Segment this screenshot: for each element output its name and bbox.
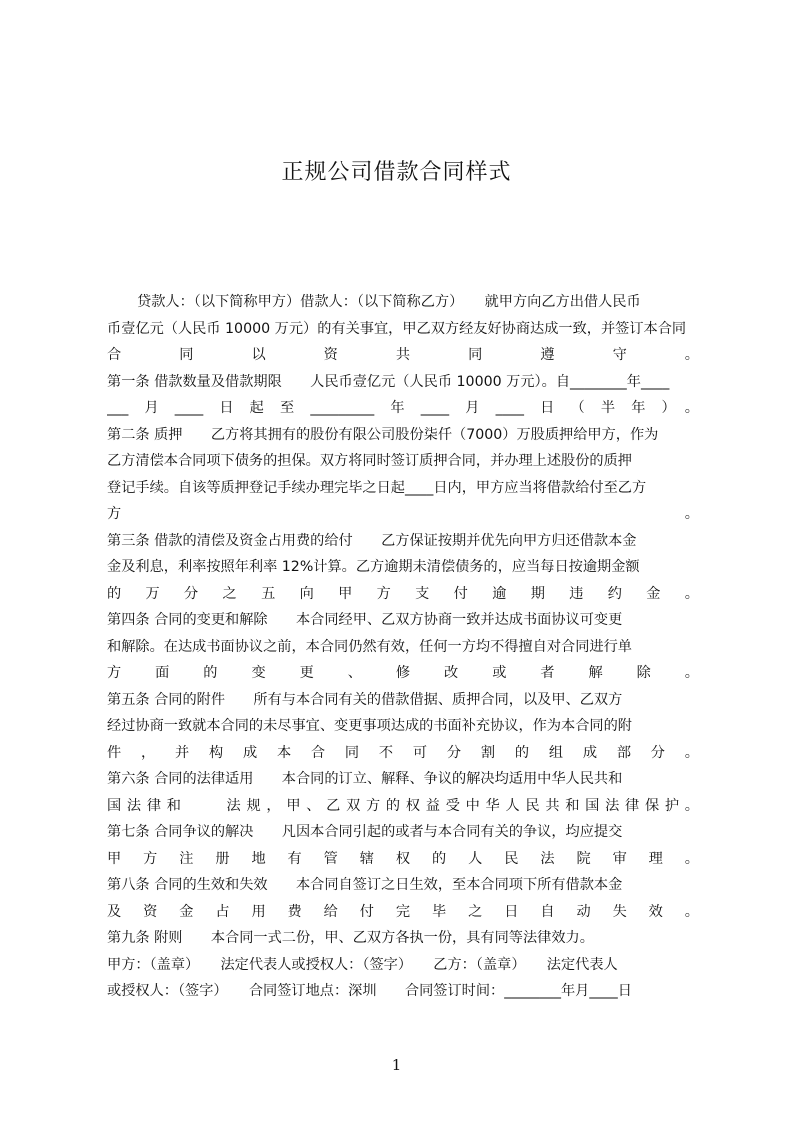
article-4-line: 第四条 合同的变更和解除 本合同经甲、乙双方协商一致并达成书面协议可变更: [107, 612, 623, 628]
text-line: 贷款人：（以下简称甲方）借款人：（以下简称乙方） 就甲方向乙方出借人民币: [137, 294, 641, 310]
article-5-line: 第五条 合同的附件 所有与本合同有关的借款借据、质押合同，以及甲、乙双方: [107, 691, 623, 708]
text-line: 金及利息，利率按照年利率 12%计算。乙方逾期未清偿债务的，应当每日按逾期金额: [107, 559, 640, 575]
text-line: 方面的变更、修改或者解除。: [107, 665, 699, 681]
article-7-line: 第七条 合同争议的解决 凡因本合同引起的或者与本合同有关的争议，均应提交: [107, 824, 623, 840]
article-6-line: 第六条 合同的法律适用 本合同的订立、解释、争议的解决均适用中华人民共和: [107, 771, 623, 787]
text-line: 方。: [107, 506, 699, 522]
text-line: 及资金占用费给付完毕之日自动失效。: [107, 903, 699, 920]
article-1-line: 第一条 借款数量及借款期限 人民币壹亿元（人民币 10000 万元）。自________年____: [107, 373, 670, 390]
text-line: 合同以资共同遵守。: [107, 347, 699, 363]
article-9-line: 第九条 附则 本合同一式二份，甲、乙双方各执一份，具有同等法律效力。: [107, 930, 594, 946]
signature-line: 甲方：（盖章） 法定代表人或授权人：（签字） 乙方：（盖章） 法定代表人: [107, 956, 618, 973]
document-title: 正规公司借款合同样式: [281, 159, 512, 185]
text-line: 和解除。在达成书面协议之前，本合同仍然有效，任何一方均不得擅自对合同进行单: [107, 638, 632, 655]
text-line: 经过协商一致就本合同的未尽事宜、变更事项达成的书面补充协议，作为本合同的附: [107, 718, 632, 734]
text-line: 登记手续。自该等质押登记手续办理完毕之日起____日内，甲方应当将借款给付至乙方: [107, 479, 647, 496]
text-line: 甲方注册地有管辖权的人民法院审理。: [107, 850, 699, 867]
page-number: 1: [391, 1056, 402, 1074]
text-line: 币壹亿元（人民币 10000 万元）的有关事宜，甲乙双方经友好协商达成一致，并签订本合同: [107, 320, 687, 337]
article-8-line: 第八条 合同的生效和失效 本合同自签订之日生效，至本合同项下所有借款本金: [107, 877, 623, 893]
signature-line: 或授权人：（签字） 合同签订地点：深圳 合同签订时间：________年月____日: [107, 983, 632, 999]
text-line: 乙方清偿本合同项下债务的担保。双方将同时签订质押合同，并办理上述股份的质押: [107, 453, 632, 469]
article-3-line: 第三条 借款的清偿及资金占用费的给付 乙方保证按期并优先向甲方归还借款本金: [107, 532, 637, 549]
text-line: 的万分之五向甲方支付逾期违约金。: [107, 585, 699, 602]
text-line: ___月____日起至_________年____月____日（半年）。: [107, 400, 699, 416]
contract-body: [107, 289, 699, 1005]
article-2-line: 第二条 质押 乙方将其拥有的股份有限公司股份柒仟（7000）万股质押给甲方，作为: [107, 426, 659, 443]
text-line: 国法律和 法规，甲、乙双方的权益受中华人民共和国法律保护。: [107, 797, 699, 814]
text-line: 件，并构成本合同不可分割的组成部分。: [107, 744, 699, 761]
